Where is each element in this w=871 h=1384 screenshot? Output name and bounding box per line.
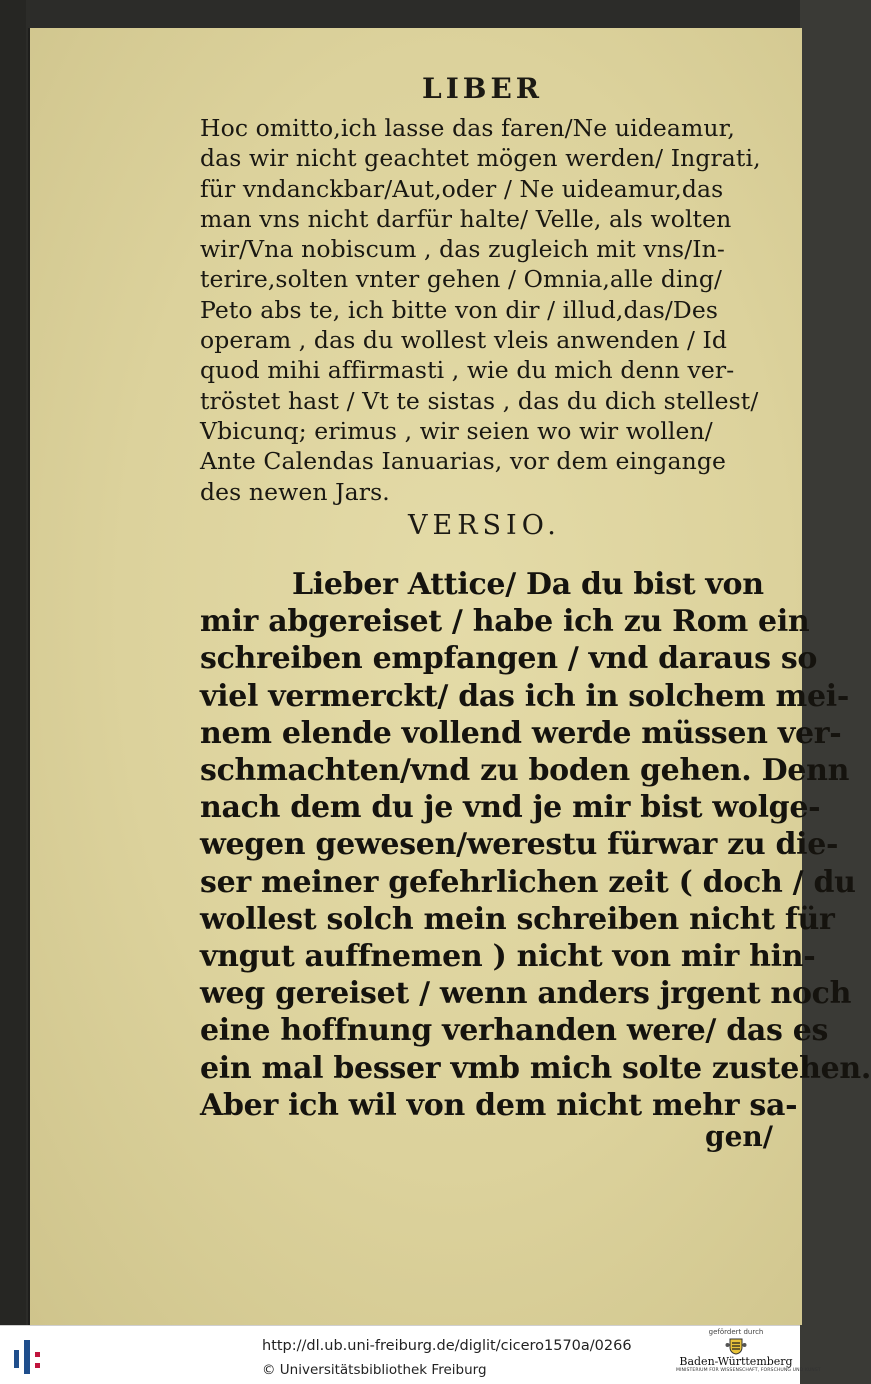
translation-line: vngut auffnemen ) nicht von mir hin-: [200, 939, 816, 975]
translation-line: mir abgereiset / habe ich zu Rom ein: [200, 604, 810, 640]
glossary-line: wir/Vna nobiscum , das zugleich mit vns/In-: [200, 235, 725, 264]
glossary-line: man vns nicht darfür halte/ Velle, als wolten: [200, 204, 732, 233]
sponsor-caption: gefördert durch: [708, 1328, 764, 1336]
glossary-line: Hoc omitto,ich lasse das faren/Ne uideamur,: [200, 114, 735, 142]
glossary-line: terire,solten vnter gehen / Omnia,alle ding/: [200, 265, 722, 294]
translation-line: wollest solch mein schreiben nicht für: [200, 901, 835, 937]
glossary-line: Vbicunq; erimus , wir seien wo wir wollen/: [200, 416, 713, 445]
glossary-line: tröstet hast / Vt te sistas , das du dich stellest/: [200, 386, 759, 415]
glossary-text-block: [200, 113, 775, 507]
book-gutter: [0, 0, 26, 1325]
sponsor-ministry: MINISTERIUM FÜR WISSENSCHAFT, FORSCHUNG UND KUNST: [676, 1368, 821, 1373]
translation-line: nach dem du je vnd je mir bist wolge-: [200, 790, 821, 826]
translation-line: weg gereiset / wenn anders jrgent noch: [200, 976, 852, 1012]
coat-of-arms-icon: [725, 1337, 747, 1355]
translation-line: eine hoffnung verhanden were/ das es: [200, 1013, 829, 1049]
translation-line: viel vermerckt/ das ich in solchem mei-: [200, 678, 849, 714]
glossary-line: Ante Calendas Ianuarias, vor dem eingange: [200, 447, 727, 476]
glossary-line: das wir nicht geachtet mögen werden/ Ingrati,: [200, 144, 761, 173]
translation-line: schreiben empfangen / vnd daraus so: [200, 641, 818, 677]
permalink-url[interactable]: http://dl.ub.uni-freiburg.de/diglit/cicero1570a/0266: [262, 1338, 632, 1354]
translation-line: Lieber Attice/ Da du bist von: [292, 567, 764, 602]
running-head: LIBER: [422, 72, 544, 105]
catchword: gen/: [705, 1120, 773, 1153]
section-title: VERSIO.: [408, 510, 561, 541]
viewer-footer: [0, 1325, 821, 1384]
glossary-line: quod mihi affirmasti , wie du mich denn ver-: [200, 356, 735, 385]
glossary-line: des newen Jars.: [200, 477, 390, 506]
translation-line: nem elende vollend werde müssen ver-: [200, 715, 842, 751]
glossary-line: operam , das du wollest vleis anwenden / Id: [200, 326, 728, 355]
translation-line: wegen gewesen/werestu fürwar zu die-: [200, 827, 839, 863]
ub-freiburg-logo-icon[interactable]: [10, 1336, 54, 1376]
translation-line: ser meiner gefehrlichen zeit ( doch / du: [200, 864, 856, 900]
translation-line: schmachten/vnd zu boden gehen. Denn: [200, 753, 850, 789]
copyright-notice: © Universitätsbibliothek Freiburg: [262, 1362, 487, 1378]
glossary-line: für vndanckbar/Aut,oder / Ne uideamur,das: [200, 174, 724, 203]
translation-line: Aber ich wil von dem nicht mehr sa-: [200, 1087, 798, 1123]
translation-line: ein mal besser vmb mich solte zustehen.: [200, 1050, 871, 1086]
translation-text-block: [200, 566, 871, 1124]
glossary-line: Peto abs te, ich bitte von dir / illud,das/Des: [200, 295, 719, 324]
sponsor-logo[interactable]: [676, 1328, 821, 1384]
sponsor-state: Baden-Württemberg: [679, 1355, 793, 1368]
